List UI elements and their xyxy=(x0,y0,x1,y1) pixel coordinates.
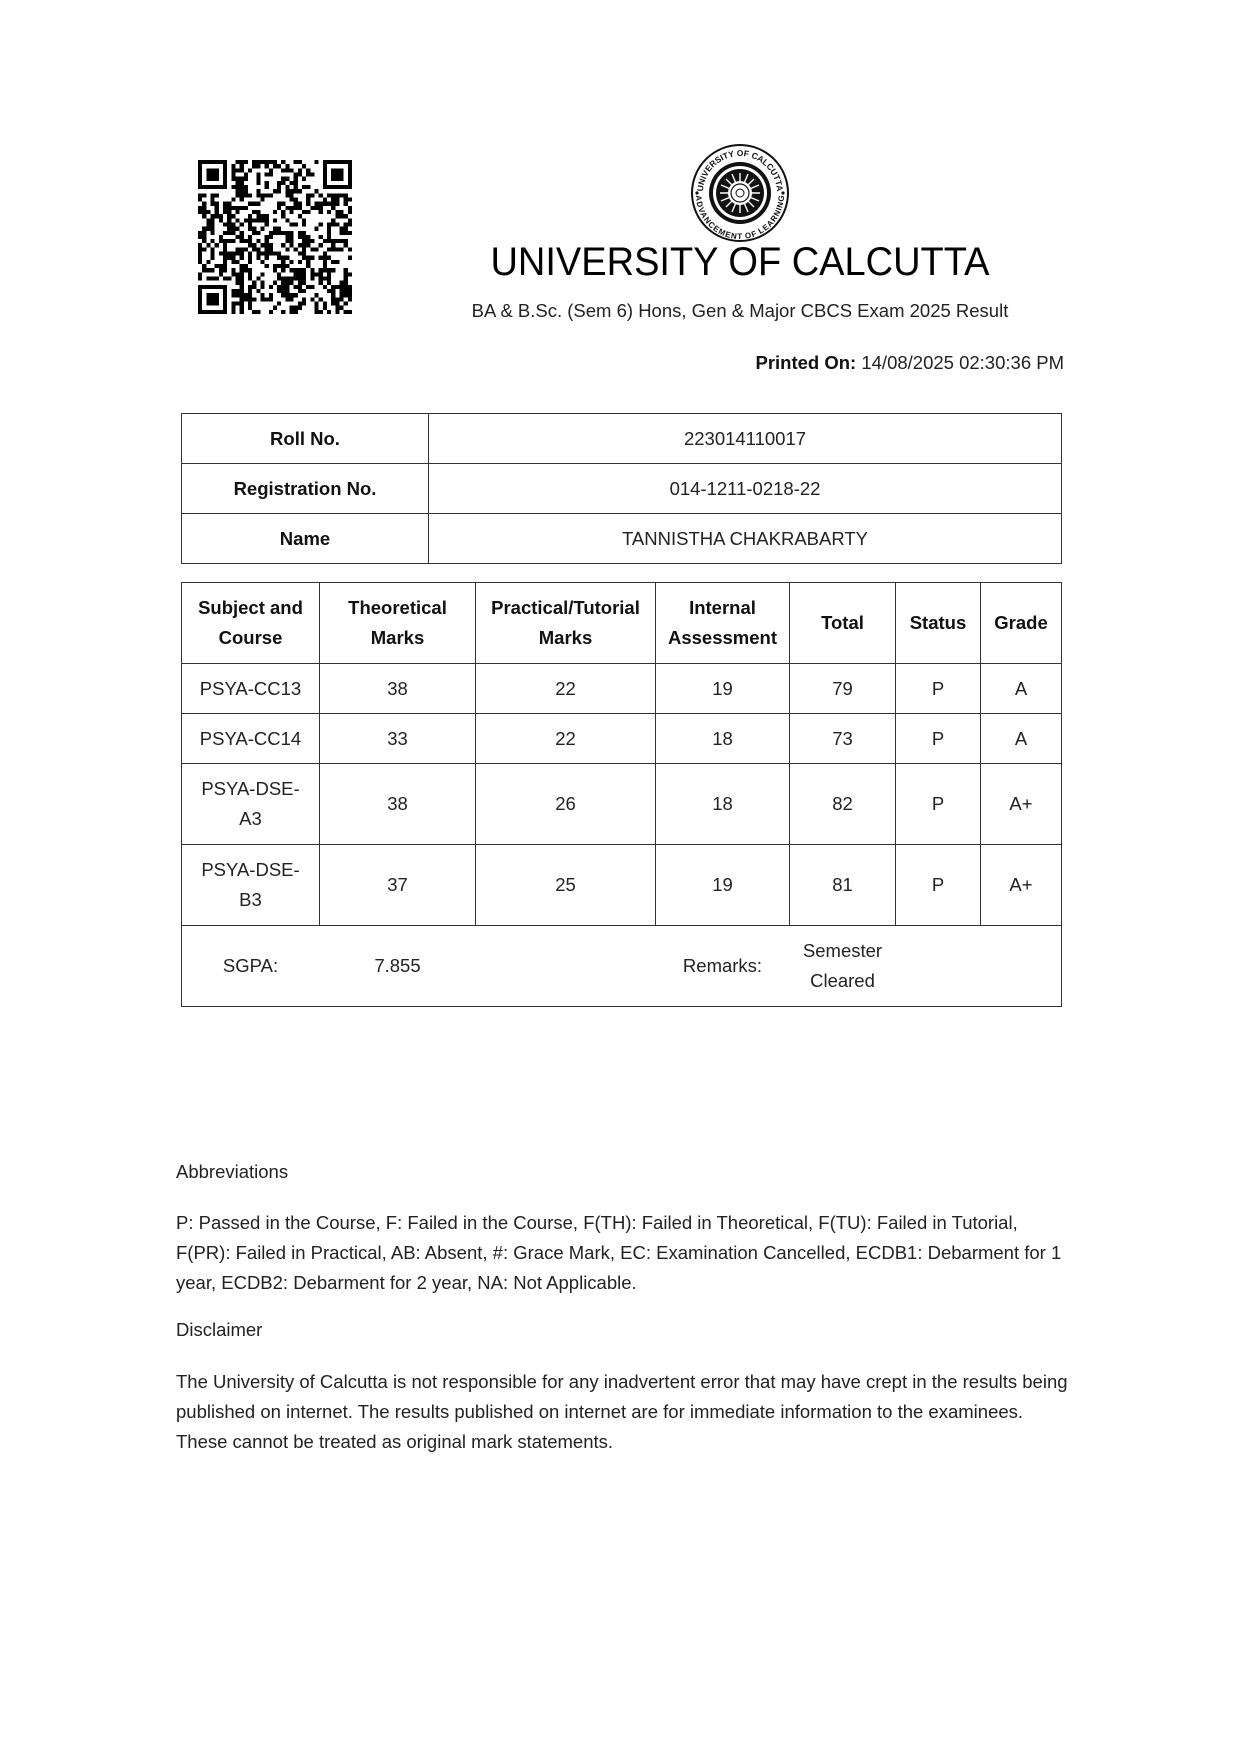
student-info-label: Registration No. xyxy=(182,464,429,514)
marks-column-header xyxy=(320,583,476,664)
grade-cell: A xyxy=(981,714,1062,764)
university-title: UNIVERSITY OF CALCUTTA xyxy=(490,240,990,284)
header-text: Status xyxy=(909,612,967,633)
internal-cell: 18 xyxy=(656,714,790,764)
theoretical-cell: 33 xyxy=(320,714,476,764)
theoretical-cell: 38 xyxy=(320,664,476,714)
total-cell: 81 xyxy=(790,845,896,926)
svg-text:UNIVERSITY OF CALCUTTA: UNIVERSITY OF CALCUTTA xyxy=(694,147,786,192)
subject-text: B3 xyxy=(239,889,262,910)
exam-subtitle: BA & B.Sc. (Sem 6) Hons, Gen & Major CBCS Exam 2025 Result xyxy=(471,300,1009,321)
marks-row xyxy=(182,764,1062,845)
header-text: Course xyxy=(218,627,283,648)
marks-column-header xyxy=(790,583,896,664)
internal-cell: 18 xyxy=(656,764,790,845)
sgpa-value: 7.855 xyxy=(320,926,476,1007)
student-info-table xyxy=(181,413,1062,564)
student-info-row xyxy=(182,514,1062,564)
student-info-label: Roll No. xyxy=(182,414,429,464)
marks-header-row xyxy=(182,583,1062,664)
total-cell: 82 xyxy=(790,764,896,845)
student-info-value: TANNISTHA CHAKRABARTY xyxy=(429,514,1062,564)
marks-column-header xyxy=(981,583,1062,664)
disclaimer-title: Disclaimer xyxy=(176,1319,263,1340)
university-seal-logo xyxy=(690,143,790,243)
internal-cell: 19 xyxy=(656,664,790,714)
header-text: Practical/Tutorial xyxy=(491,597,640,618)
printed-on-label: Printed On: xyxy=(755,352,857,373)
subject-text: PSYA-DSE- xyxy=(201,778,300,799)
student-info-row xyxy=(182,414,1062,464)
status-cell: P xyxy=(896,714,981,764)
sgpa-blank xyxy=(476,926,656,1007)
subject-text: PSYA-DSE- xyxy=(201,859,300,880)
svg-text:ADVANCEMENT OF LEARNING: ADVANCEMENT OF LEARNING xyxy=(693,194,787,242)
practical-cell: 25 xyxy=(476,845,656,926)
remarks-blank xyxy=(896,926,981,1007)
marks-row xyxy=(182,664,1062,714)
total-cell: 73 xyxy=(790,714,896,764)
subject-cell xyxy=(182,714,320,764)
remarks-blank-2 xyxy=(981,926,1062,1007)
header-text: Marks xyxy=(370,627,425,648)
marks-column-header xyxy=(656,583,790,664)
grade-cell: A+ xyxy=(981,845,1062,926)
marks-column-header xyxy=(476,583,656,664)
status-cell: P xyxy=(896,764,981,845)
abbreviations-text: P: Passed in the Course, F: Failed in the Course, F(TH): Failed in Theoretical, F(TU): Failed in Tutorial, F(PR): Failed in Practical, AB: Absent, #: Grace Mark, EC: Examination Cancelled, ECDB1: Debarment for 1 year, ECDB2: Debarment for 2 year, NA: Not Applicable. xyxy=(176,1212,1062,1293)
abbreviations-title: Abbreviations xyxy=(176,1161,289,1182)
practical-cell: 22 xyxy=(476,714,656,764)
subject-cell xyxy=(182,664,320,714)
qr-code xyxy=(198,160,352,314)
theoretical-cell: 37 xyxy=(320,845,476,926)
marks-table xyxy=(181,582,1062,1007)
student-info-value: 223014110017 xyxy=(429,414,1062,464)
grade-cell: A xyxy=(981,664,1062,714)
header-text: Total xyxy=(821,612,864,633)
status-cell: P xyxy=(896,845,981,926)
status-cell: P xyxy=(896,664,981,714)
remarks-label: Remarks: xyxy=(656,926,790,1007)
marks-column-header xyxy=(896,583,981,664)
subject-text: PSYA-CC14 xyxy=(199,727,302,749)
sgpa-label: SGPA: xyxy=(182,926,320,1007)
internal-cell: 19 xyxy=(656,845,790,926)
header-text: Subject and xyxy=(198,597,303,618)
remarks-value xyxy=(790,926,896,1007)
sgpa-row xyxy=(182,926,1062,1007)
marks-row xyxy=(182,845,1062,926)
marks-column-header xyxy=(182,583,320,664)
student-info-row xyxy=(182,464,1062,514)
subject-text: A3 xyxy=(239,808,262,829)
header-text: Grade xyxy=(994,612,1048,633)
header-text: Internal xyxy=(689,597,756,618)
student-info-label: Name xyxy=(182,514,429,564)
grade-cell: A+ xyxy=(981,764,1062,845)
remarks-line-2: Cleared xyxy=(810,970,875,991)
printed-on xyxy=(755,352,1064,374)
subject-text: PSYA-CC13 xyxy=(199,677,302,699)
subject-cell xyxy=(182,764,320,845)
marks-row xyxy=(182,714,1062,764)
student-info-value: 014-1211-0218-22 xyxy=(429,464,1062,514)
printed-on-value: 14/08/2025 02:30:36 PM xyxy=(861,352,1064,373)
total-cell: 79 xyxy=(790,664,896,714)
header-text: Marks xyxy=(538,627,593,648)
header-text: Theoretical xyxy=(348,597,447,618)
remarks-line-1: Semester xyxy=(802,940,883,961)
header-text: Assessment xyxy=(667,627,777,648)
practical-cell: 26 xyxy=(476,764,656,845)
theoretical-cell: 38 xyxy=(320,764,476,845)
disclaimer-text: The University of Calcutta is not responsible for any inadvertent error that may have crept in the results being published on internet. The results published on internet are for immediate information to the examinees. These cannot be treated as original mark statements. xyxy=(176,1371,1068,1452)
subject-cell xyxy=(182,845,320,926)
practical-cell: 22 xyxy=(476,664,656,714)
